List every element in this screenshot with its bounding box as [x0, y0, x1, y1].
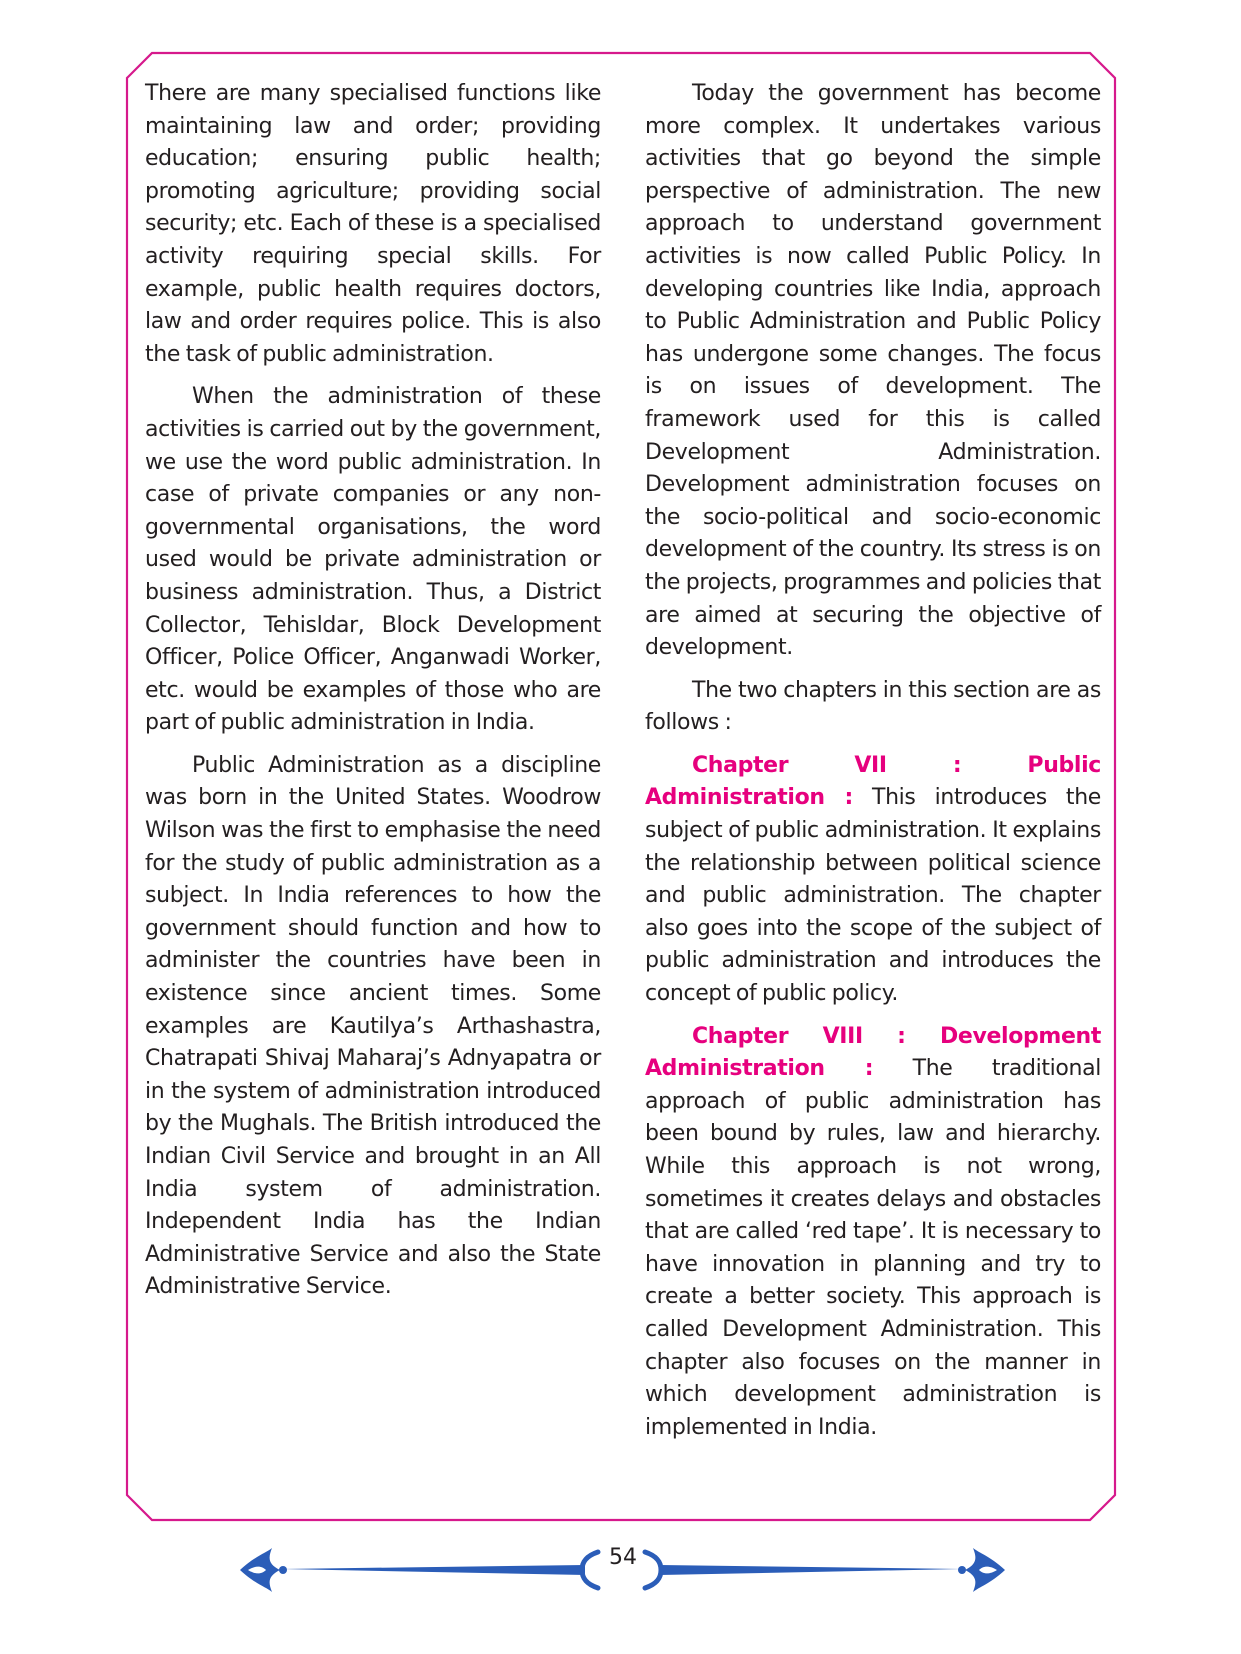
page-number: 54 [609, 1545, 637, 1570]
left-column [145, 78, 601, 1314]
chapter-7-heading: Chapter VII : Public Administration : [645, 752, 1101, 811]
paragraph-chapter-7 [645, 750, 1101, 1011]
chapter-7-description: This introduces the subject of public administration. It explains the relationship between political science and public administration. The chapter also goes into the scope of the subject of public administration and introduces the concept of public policy. [645, 785, 1101, 1007]
paragraph-discipline-history: Public Administration as a discipline was born in the United States. Woodrow Wilson was the first to emphasise the need for the study of public administration as a subject. In India references to how the government should function and how to administer the countries have been in existence since ancient times. Some examples are Kautilya’s Arthashastra, Chatrapati Shivaj Maharaj’s Adnyapatra or in the system of administration introduced by the Mughals. The British introduced the Indian Civil Service and brought in an All India system of administration. Independent India has the Indian Administrative Service and also the State Administrative Service. [145, 752, 601, 1300]
paragraph-public-administration-definition: When the administration of these activities is carried out by the government, we use the word public administration. In case of private companies or any non-governmental organisations, the word used would be private administration or business administration. Thus, a District Collector, Tehisldar, Block Development Officer, Police Officer, Anganwadi Worker, etc. would be examples of those who are part of public administration in India. [145, 384, 601, 736]
paragraph-chapters-intro: The two chapters in this section are as follows : [645, 677, 1101, 736]
paragraph-public-policy: Today the government has become more complex. It undertakes various activities that go beyond the simple perspective of administration. The new approach to understand government activities is now called Public Policy. In developing countries like India, approach to Public Administration and Public Policy has undergone some changes. The focus is on issues of development. The framework used for this is called Development Administration. Development administration focuses on the socio-political and socio-economic development of the country. Its stress is on the projects, programmes and policies that are aimed at securing the objective of development. [645, 81, 1101, 661]
paragraph-chapter-8 [645, 1021, 1101, 1445]
right-column [645, 78, 1101, 1454]
chapter-8-description: The traditional approach of public administration has been bound by rules, law and hierarchy. While this approach is not wrong, sometimes it creates delays and obstacles that are called ‘red tape’. It is necessary to have innovation in planning and try to create a better society. This approach is called Development Administration. This chapter also focuses on the manner in which development administration is implemented in India. [645, 1056, 1101, 1440]
chapter-8-heading: Chapter VIII : Development Administration : [645, 1023, 1101, 1082]
paragraph-specialised-functions: There are many specialised functions like maintaining law and order; providing education; ensuring public health; promoting agriculture; providing social security; etc. Each of these is a specialised activity requiring special skills. For example, public health requires doctors, law and order requires police. This is also the task of public administration. [145, 81, 601, 367]
